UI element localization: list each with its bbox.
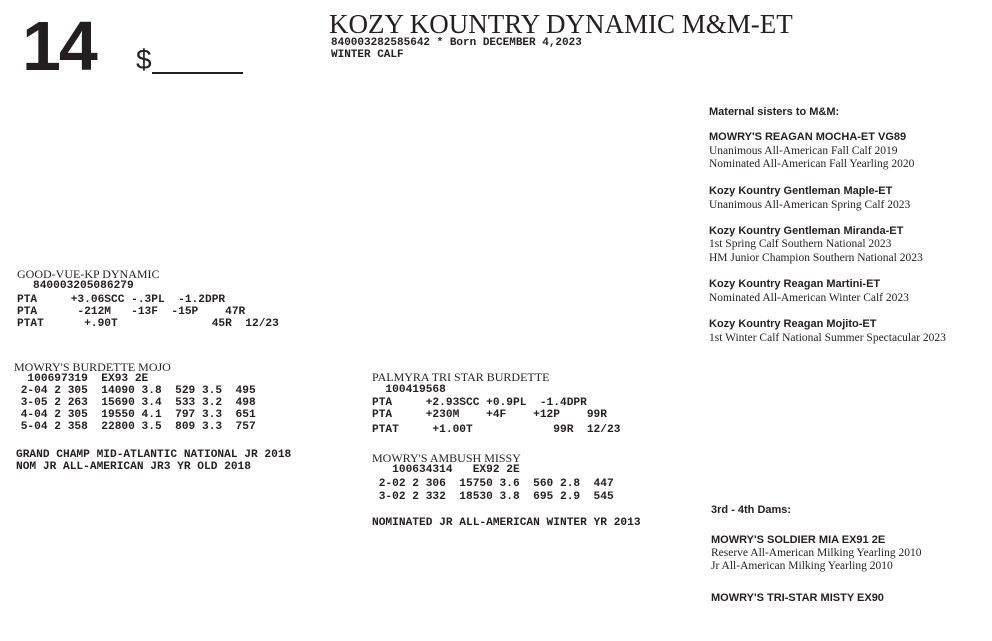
sire-pta-line: PTA +3.06SCC -.3PL -1.2DPR: [17, 294, 226, 306]
maternal-sisters-heading: Maternal sisters to M&M:: [709, 106, 840, 118]
sire-name: GOOD-VUE-KP DYNAMIC: [17, 267, 160, 281]
sire-id: 840003205086279: [33, 280, 134, 292]
granddam-record-row: 2-02 2 306 15750 3.6 560 2.8 447: [372, 478, 614, 490]
granddam-name: MOWRY'S AMBUSH MISSY: [372, 451, 521, 465]
dams-heading: 3rd - 4th Dams:: [711, 504, 792, 516]
sister-name: Kozy Kountry Gentleman Miranda-ET: [709, 225, 904, 237]
dam-record-row: 4-04 2 305 19550 4.1 797 3.3 651: [14, 409, 256, 421]
animal-name: KOZY KOUNTRY DYNAMIC M&M-ET: [329, 9, 793, 39]
dam-record-row: 2-04 2 305 14090 3.8 529 3.5 495: [14, 385, 256, 397]
sister-note: Unanimous All-American Spring Calf 2023: [709, 199, 911, 211]
dam-ancestor-note: Jr All-American Milking Yearling 2010: [711, 560, 893, 572]
sister-name: Kozy Kountry Reagan Martini-ET: [709, 278, 881, 290]
dam-ancestor-name: MOWRY'S SOLDIER MIA EX91 2E: [711, 534, 886, 546]
lot-number: 14: [22, 7, 96, 85]
dam-name: MOWRY'S BURDETTE MOJO: [14, 360, 171, 374]
dam-honor: GRAND CHAMP MID-ATLANTIC NATIONAL JR 2018: [16, 449, 292, 461]
maternal-grandsire-ptat-line: PTAT +1.00T 99R 12/23: [372, 424, 621, 436]
sister-name: Kozy Kountry Reagan Mojito-ET: [709, 318, 877, 330]
granddam-id-line: 100634314 EX92 2E: [372, 464, 520, 476]
price-blank-line: [152, 72, 243, 74]
maternal-grandsire-pta-line: PTA +230M +4F +12P 99R: [372, 409, 607, 421]
sister-note: Nominated All-American Fall Yearling 2020: [709, 158, 915, 170]
maternal-grandsire-id: 100419568: [372, 384, 446, 396]
animal-class: WINTER CALF: [331, 49, 404, 61]
granddam-honor: NOMINATED JR ALL-AMERICAN WINTER YR 2013: [372, 517, 641, 529]
sire-ptat-line: PTAT +.90T 45R 12/23: [17, 318, 279, 330]
id-born: 840003282585642 * Born DECEMBER 4,2023: [331, 37, 582, 49]
dam-record-row: 3-05 2 263 15690 3.4 533 3.2 498: [14, 397, 256, 409]
sister-note: 1st Winter Calf National Summer Spectacular 2023: [709, 332, 946, 344]
dam-ancestor-name: MOWRY'S TRI-STAR MISTY EX90: [711, 592, 884, 604]
sire-pta-line: PTA -212M -13F -15P 47R: [17, 306, 246, 318]
dam-record-row: 5-04 2 358 22800 3.5 809 3.3 757: [14, 421, 256, 433]
sister-name: Kozy Kountry Gentleman Maple-ET: [709, 185, 893, 197]
sister-note: Nominated All-American Winter Calf 2023: [709, 292, 909, 304]
dam-honor: NOM JR ALL-AMERICAN JR3 YR OLD 2018: [16, 461, 251, 473]
price-label: $: [136, 44, 152, 75]
sister-note: Unanimous All-American Fall Calf 2019: [709, 145, 898, 157]
maternal-grandsire-name: PALMYRA TRI STAR BURDETTE: [372, 370, 550, 384]
sister-note: HM Junior Champion Southern National 2023: [709, 252, 923, 264]
maternal-grandsire-pta-line: PTA +2.93SCC +0.9PL -1.4DPR: [372, 397, 587, 409]
granddam-record-row: 3-02 2 332 18530 3.8 695 2.9 545: [372, 491, 614, 503]
sister-note: 1st Spring Calf Southern National 2023: [709, 238, 892, 250]
dam-id-line: 100697319 EX93 2E: [14, 373, 149, 385]
dam-ancestor-note: Reserve All-American Milking Yearling 2010: [711, 547, 922, 559]
sister-name: MOWRY'S REAGAN MOCHA-ET VG89: [709, 131, 907, 143]
